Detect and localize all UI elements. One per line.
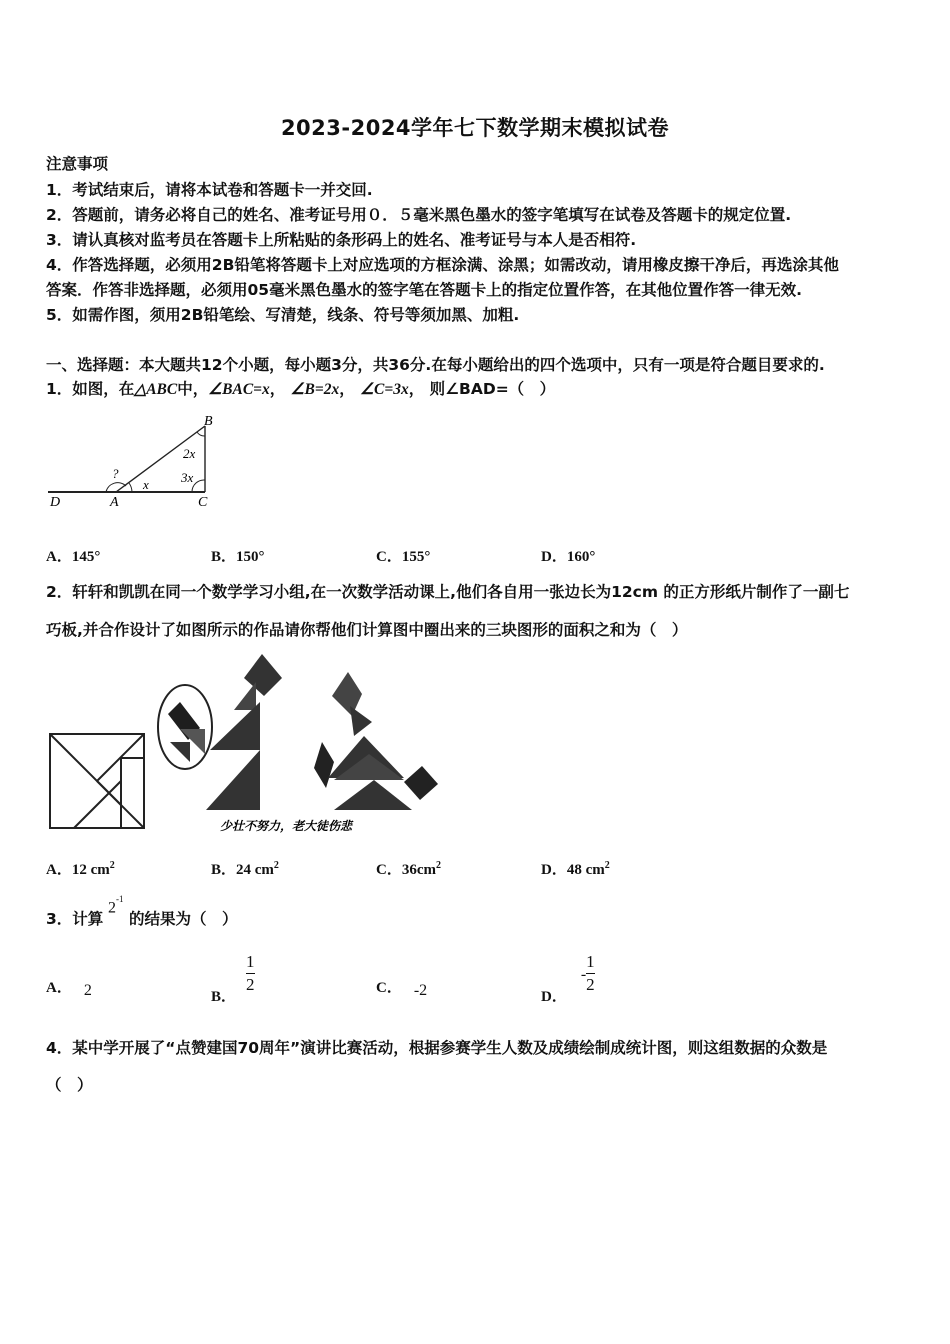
q3-base: 2 [108,899,116,917]
label-a: A [110,495,119,510]
q1-mid: 中， [177,380,209,398]
q2-option-c-sup: 2 [436,860,441,871]
tangram-body-lower [206,750,260,810]
tangram-neck [234,682,256,710]
fraction-denominator: 2 [246,975,255,994]
q2-tangram-figure [44,650,444,840]
q1-cond-1: ∠BAC=x [208,381,270,398]
fraction-bar [246,973,255,974]
notice-item: 4．作答选择题，必须用2B铅笔将答题卡上对应选项的方框涂满、涂黑；如需改动，请用橡皮擦干净后，再选涂其他 [46,256,839,274]
q2-option-c[interactable] [376,858,441,879]
tangram-parallelogram-2 [314,742,334,788]
fraction-denominator: 2 [586,975,595,994]
tangram-caption: 少壮不努力，老大徒伤悲 [220,819,353,833]
q2-option-a[interactable] [46,858,115,879]
q2-option-a-label: A．12 cm [46,862,110,878]
q3-option-c-value: -2 [413,982,428,999]
notice-heading: 注意事项 [46,155,109,173]
q3-exponent: -1 [116,894,124,904]
notice-item: 2．答题前，请务必将自己的姓名、准考证号用０．５毫米黑色墨水的签字笔填写在试卷及答题卡的规定位置. [46,206,792,224]
q1-cond-3: ∠C=3x [360,381,409,398]
q3-option-a-value: 2 [83,982,92,999]
page-title: 2023-2024学年七下数学期末模拟试卷 [280,116,670,140]
q2-option-d[interactable] [541,858,610,879]
q3-option-d-label: D． [541,988,567,1005]
question-3-prefix: 3．计算 [46,910,104,928]
q3-option-c-label: C． [376,980,402,996]
q3-option-d-sign: - [580,965,587,983]
q1-option-c[interactable]: C．155° [376,549,431,565]
q2-option-b-label: B．24 cm [211,862,274,878]
tangram-base-2 [334,780,412,810]
label-b: B [204,414,213,429]
label-question: ? [112,466,119,481]
q3-option-a[interactable] [46,976,92,997]
question-4-line-2: （ ） [46,1076,93,1094]
question-1-stem: 1．如图，在△ABC中，∠BAC=x， ∠B=2x， ∠C=3x， 则∠BAD=（ ） [46,380,556,398]
q2-option-d-label: D．48 cm [541,862,605,878]
q3-option-a-label: A． [46,980,72,996]
angle-arc-bac [129,483,132,492]
q3-option-c[interactable] [376,976,427,997]
q3-power [108,894,124,917]
q1-cond-2: ∠B=2x [290,381,340,398]
q3-option-d[interactable] [541,952,595,1005]
section-heading: 一、选择题：本大题共12个小题，每小题3分，共36分.在每小题给出的四个选项中，只有一项是符合题目要求的. [46,356,825,374]
angle-arc-b [197,432,205,436]
tangram-head [244,654,282,696]
tangram-head-2 [332,672,362,716]
q1-triangle: △ABC [134,381,178,398]
fraction-numerator: 1 [246,952,255,971]
fraction-bar [586,973,595,974]
q1-num: 1．如图，在 [46,380,135,398]
q3-option-b-fraction [246,952,255,995]
notice-item: 1．考试结束后，请将本试卷和答题卡一并交回. [46,181,373,199]
q2-option-a-sup: 2 [109,860,115,871]
notice-item: 答案．作答非选择题，必须用05毫米黑色墨水的签字笔在答题卡上的指定位置作答，在其他位置作答一律无效. [46,281,802,299]
notice-item: 5．如需作图，须用2B铅笔绘、写清楚，线条、符号等须加黑、加粗. [46,306,520,324]
label-3x: 3x [181,470,194,485]
fraction-numerator: 1 [586,952,595,971]
label-d: D [50,495,61,510]
tangram-square-2 [404,766,438,800]
question-3-suffix: 的结果为（ ） [129,910,238,928]
angle-arc-c [192,480,205,492]
q2-option-c-label: C．36cm [376,862,436,878]
question-2-line-2: 巧板,并合作设计了如图所示的作品请你帮他们计算图中圈出来的三块图形的面积之和为（ ） [46,621,688,639]
q1-option-d[interactable]: D．160° [541,549,596,565]
q1-triangle-figure [40,412,230,512]
question-2-line-1: 2．轩轩和凯凯在同一个数学学习小组,在一次数学活动课上,他们各自用一张边长为12cm 的正方形纸片制作了一副七 [46,583,850,601]
q2-option-b-sup: 2 [273,860,279,871]
question-4-line-1: 4．某中学开展了“点赞建国70周年”演讲比赛活动，根据参赛学生人数及成绩绘制成统计图，则这组数据的众数是 [46,1039,828,1057]
q3-option-b-label: B． [211,988,237,1005]
q2-option-b[interactable] [211,858,279,879]
q1-option-b[interactable]: B．150° [211,549,265,565]
q3-option-d-fraction [586,952,595,995]
label-2x: 2x [183,446,196,461]
label-c: C [198,495,208,510]
q3-option-b[interactable] [211,952,255,1005]
tangram-piece-square-small [170,742,190,762]
q1-option-a[interactable]: A．145° [46,549,101,565]
tangram-square [50,734,144,828]
tangram-arm-2 [350,706,372,736]
q2-option-d-sup: 2 [604,860,610,871]
label-x: x [143,477,149,492]
notice-item: 3．请认真核对监考员在答题卡上所粘贴的条形码上的姓名、准考证号与本人是否相符. [46,231,637,249]
q1-ask: 则∠BAD=（ ） [429,380,556,398]
